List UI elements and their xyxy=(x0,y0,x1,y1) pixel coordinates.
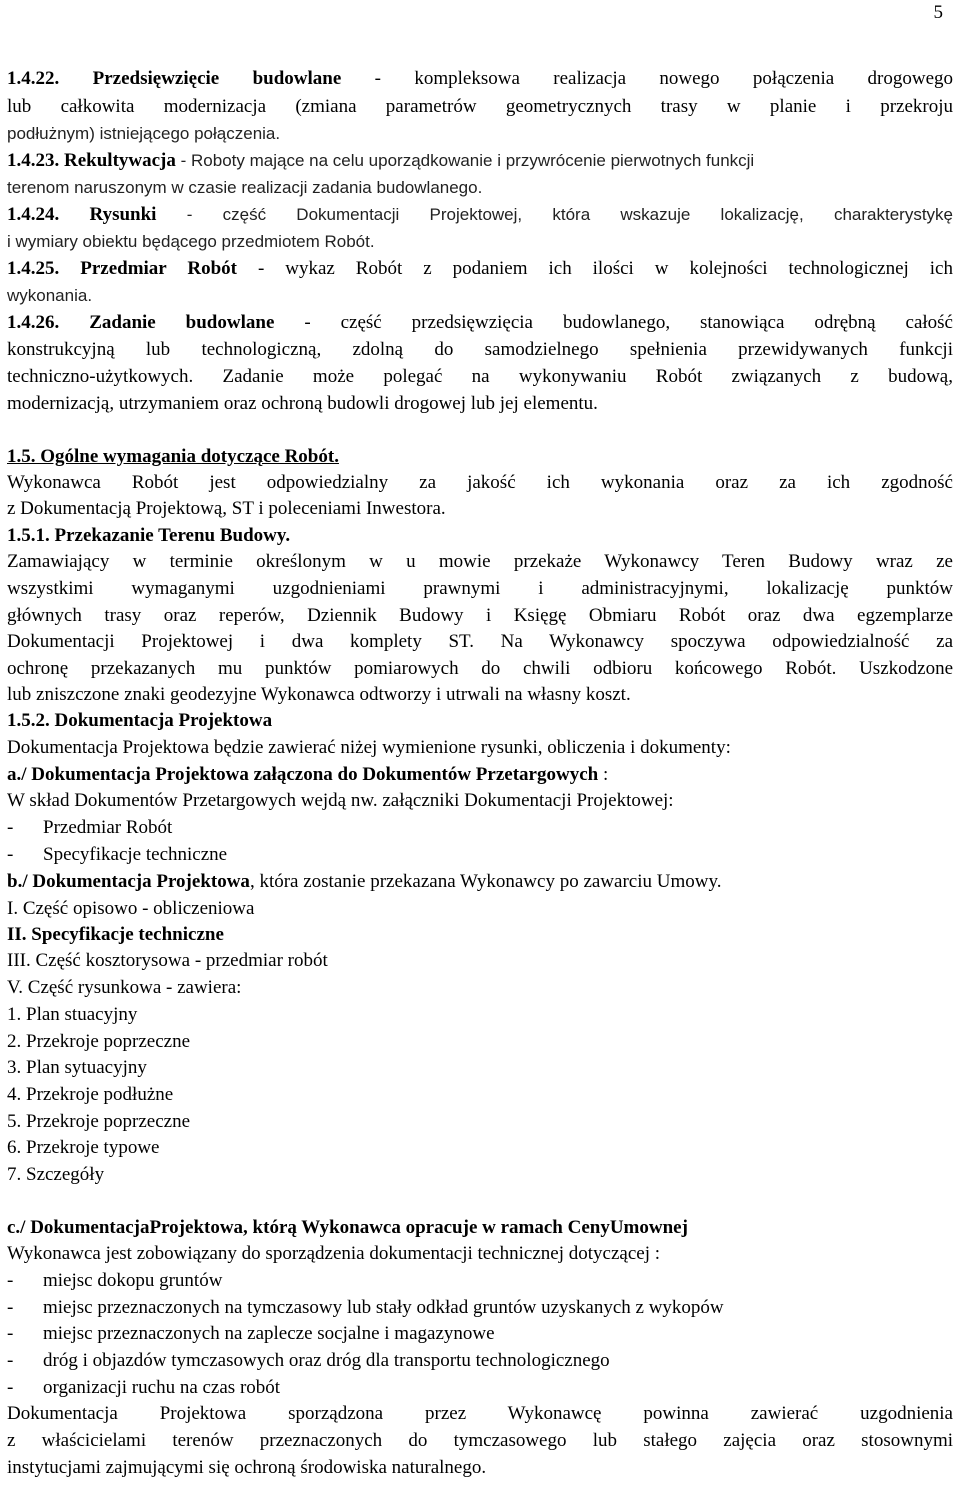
section-b-part: V. Część rysunkowa - zawiera: xyxy=(7,977,242,998)
section-a-list-item: - Specyfikacje techniczne xyxy=(7,844,228,865)
section-1-5-2-intro: Dokumentacja Projektowa będzie zawierać niżej wymienione rysunki, obliczenia i dokumenty: xyxy=(7,737,731,758)
section-b-part: II. Specyfikacje techniczne xyxy=(7,924,224,945)
definition-1-4-25-line-2: wykonania. xyxy=(7,286,93,305)
section-1-5-1-line: ochronę przekazanych mu punktów pomiarowych do chwili odbioru końcowego Robót. Uszkodzone xyxy=(7,658,953,679)
section-c-list-item: - miejsc przeznaczonych na zaplecze socjalne i magazynowe xyxy=(7,1323,495,1344)
section-1-5-1-line: głównych trasy oraz reperów, Dziennik Budowy i Księgę Obmiaru Robót oraz dwa egzemplarze xyxy=(7,605,953,626)
definition-1-4-22-line-2: lub całkowita modernizacja (zmiana parametrów geometrycznych trasy w planie i przekroju xyxy=(7,96,953,117)
definition-1-4-24-line-2: i wymiary obiektu będącego przedmiotem Robót. xyxy=(7,232,375,251)
drawing-list-item: 1. Plan stuacyjny xyxy=(7,1004,138,1025)
closing-paragraph-line: Dokumentacja Projektowa sporządzona przez Wykonawcę powinna zawierać uzgodnienia xyxy=(7,1403,953,1424)
drawing-list-item: 4. Przekroje podłużne xyxy=(7,1084,174,1105)
section-c-list-item: - miejsc przeznaczonych na tymczasowy lub stały odkład gruntów uzyskanych z wykopów xyxy=(7,1297,724,1318)
closing-paragraph-line: z właścicielami terenów przeznaczonych do tymczasowego lub stałego zajęcia oraz stosownymi xyxy=(7,1430,953,1451)
drawing-list-item: 3. Plan sytuacyjny xyxy=(7,1057,147,1078)
section-1-5-paragraph-line-2: z Dokumentacją Projektową, ST i poleceniami Inwestora. xyxy=(7,498,446,519)
drawing-list-item: 6. Przekroje typowe xyxy=(7,1137,160,1158)
section-1-5-heading: 1.5. Ogólne wymagania dotyczące Robót. xyxy=(7,446,339,467)
section-c-list-item: - miejsc dokopu gruntów xyxy=(7,1270,223,1291)
definition-1-4-22-line-1: 1.4.22. Przedsięwzięcie budowlane - kompleksowa realizacja nowego połączenia drogowego xyxy=(7,68,954,89)
section-c-heading: c./ DokumentacjaProjektowa, którą Wykonawca opracuje w ramach CenyUmownej xyxy=(7,1217,688,1238)
section-a-list-item: - Przedmiar Robót xyxy=(7,817,173,838)
document-page xyxy=(7,0,953,1496)
section-b-part: I. Część opisowo - obliczeniowa xyxy=(7,898,255,919)
drawing-list-item: 5. Przekroje poprzeczne xyxy=(7,1111,191,1132)
definition-1-4-26-line-3: techniczno-użytkowych. Zadanie może polegać na wykonywaniu Robót związanych z budową, xyxy=(7,366,953,387)
section-c-intro: Wykonawca jest zobowiązany do sporządzenia dokumentacji technicznej dotyczącej : xyxy=(7,1243,661,1264)
definition-1-4-24-line-1: 1.4.24. Rysunki - część Dokumentacji Projektowej, która wskazuje lokalizację, charakterystykę xyxy=(7,204,953,225)
section-c-list-item: - dróg i objazdów tymczasowych oraz dróg dla transportu technologicznego xyxy=(7,1350,610,1371)
definition-1-4-26-line-1: 1.4.26. Zadanie budowlane - część przedsięwzięcia budowlanego, stanowiąca odrębną całość xyxy=(7,312,953,333)
definition-1-4-25-line-1: 1.4.25. Przedmiar Robót - wykaz Robót z podaniem ich ilości w kolejności technologicznej ich xyxy=(7,258,953,279)
section-a-heading: a./ Dokumentacja Projektowa załączona do Dokumentów Przetargowych : xyxy=(7,764,609,785)
section-1-5-1-line: wszystkimi wymaganymi uzgodnieniami prawnymi i administracyjnymi, lokalizację punktów xyxy=(7,578,953,599)
page-number: 5 xyxy=(933,2,943,23)
section-b-part: III. Część kosztorysowa - przedmiar robót xyxy=(7,950,328,971)
definition-1-4-23-line-2: terenom naruszonym w czasie realizacji zadania budowlanego. xyxy=(7,178,483,197)
section-1-5-1-line: Dokumentacji Projektowej i dwa komplety ST. Na Wykonawcy spoczywa odpowiedzialność za xyxy=(7,631,953,652)
section-1-5-1-heading: 1.5.1. Przekazanie Terenu Budowy. xyxy=(7,525,291,546)
section-1-5-1-line: lub zniszczone znaki geodezyjne Wykonawca odtworzy i utrwali na własny koszt. xyxy=(7,684,631,705)
section-c-list-item: - organizacji ruchu na czas robót xyxy=(7,1377,281,1398)
section-1-5-2-heading: 1.5.2. Dokumentacja Projektowa xyxy=(7,710,273,731)
drawing-list-item: 7. Szczegóły xyxy=(7,1164,105,1185)
section-a-intro: W skład Dokumentów Przetargowych wejdą nw. załączniki Dokumentacji Projektowej: xyxy=(7,790,674,811)
definition-1-4-22-line-3: podłużnym) istniejącego połączenia. xyxy=(7,124,281,143)
drawing-list-item: 2. Przekroje poprzeczne xyxy=(7,1031,191,1052)
section-1-5-paragraph-line-1: Wykonawca Robót jest odpowiedzialny za jakość ich wykonania oraz za ich zgodność xyxy=(7,472,953,493)
section-b-heading: b./ Dokumentacja Projektowa, która zostanie przekazana Wykonawcy po zawarciu Umowy. xyxy=(7,871,722,892)
definition-1-4-26-line-4: modernizacją, utrzymaniem oraz ochroną budowli drogowej lub jej elementu. xyxy=(7,393,598,414)
definition-1-4-26-line-2: konstrukcyjną lub technologiczną, zdolną do samodzielnego spełnienia przewidywanych funkcji xyxy=(7,339,953,360)
definition-1-4-23-line-1: 1.4.23. Rekultywacja - Roboty mające na celu uporządkowanie i przywrócenie pierwotnych funkcji xyxy=(7,150,755,171)
closing-paragraph-line: instytucjami zajmującymi się ochroną środowiska naturalnego. xyxy=(7,1457,487,1478)
section-1-5-1-line: Zamawiający w terminie określonym w u mowie przekaże Wykonawcy Teren Budowy wraz ze xyxy=(7,551,953,572)
